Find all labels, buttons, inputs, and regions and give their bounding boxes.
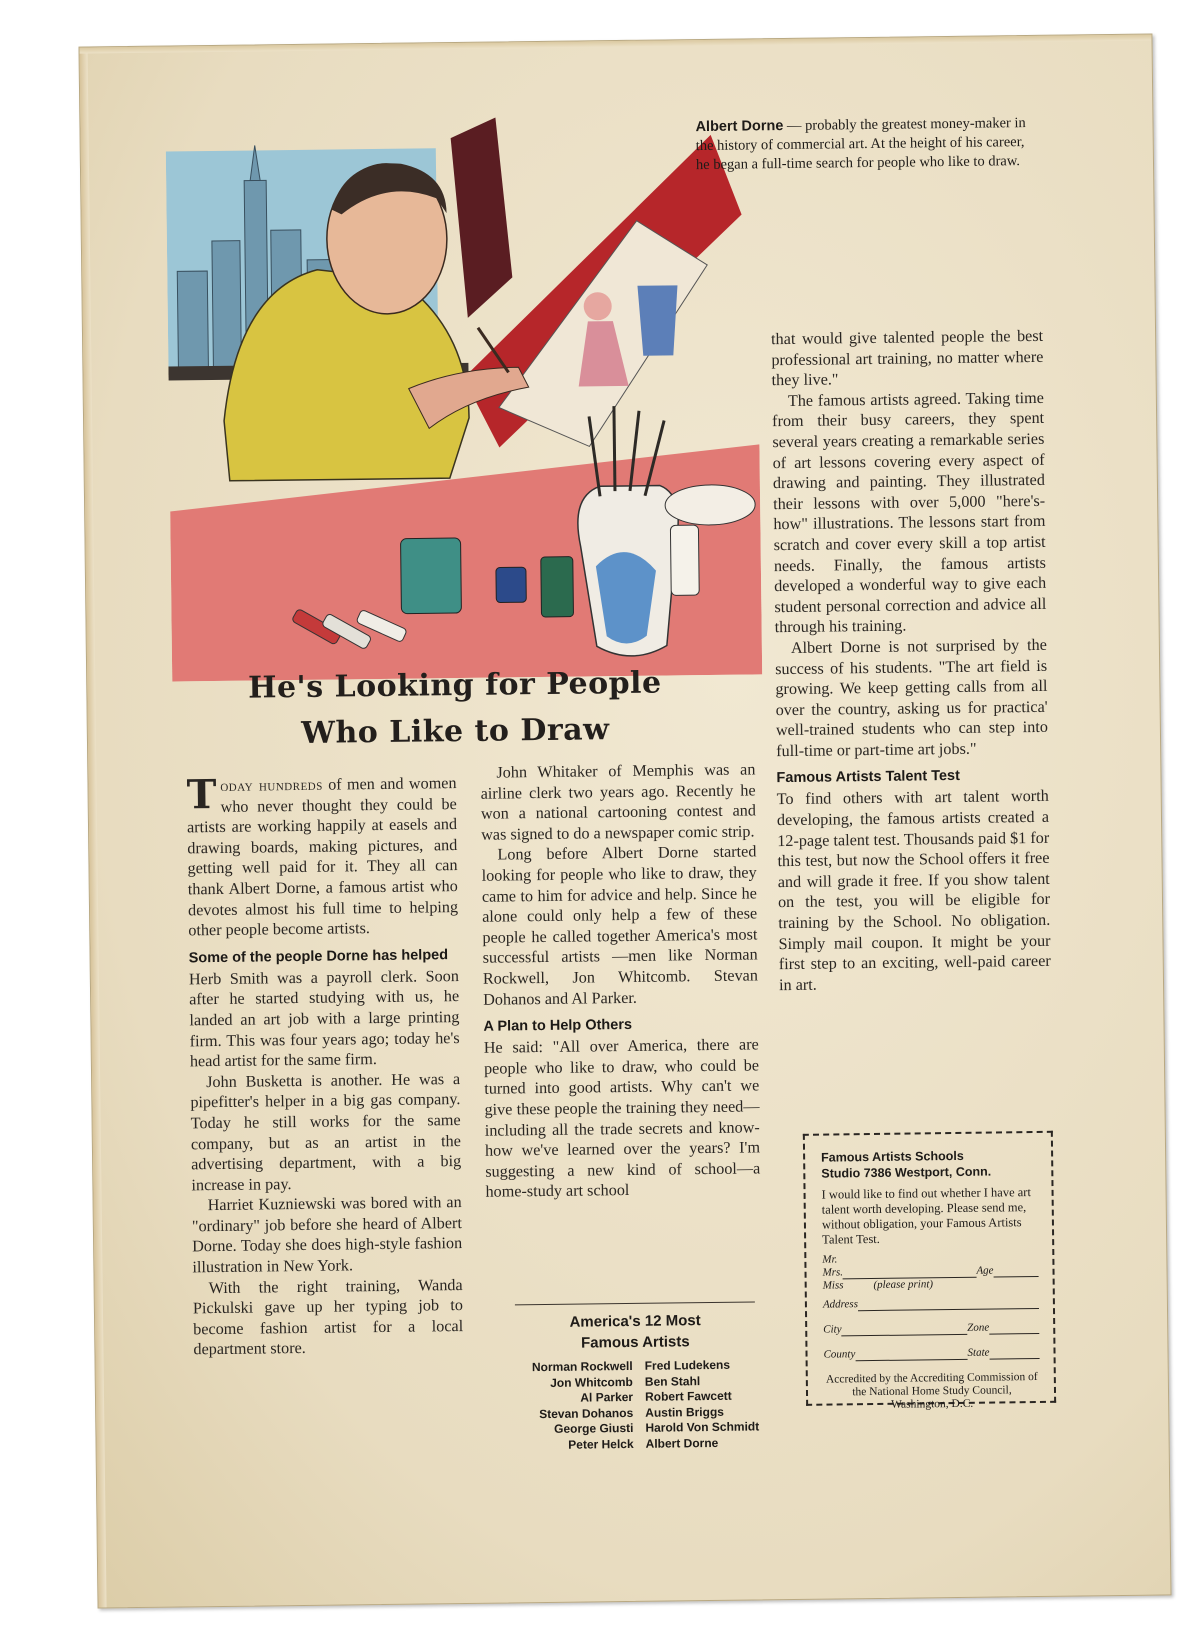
coupon-mrs-row	[822, 1264, 1038, 1280]
famous-artists-title	[490, 1309, 780, 1355]
coupon-name-line[interactable]	[843, 1265, 977, 1280]
small-green-jar	[541, 557, 574, 617]
coupon-zone-label: Zone	[967, 1321, 990, 1334]
paragraph-john-whitaker: John Whitaker of Memphis was an airline clerk two years ago. Recently he won a national cartooning contest and was signed to do a newspaper comic strip.	[480, 760, 756, 844]
paragraph-not-surprised: Albert Dorne is not surprised by the success of his students. "The art field is growing. We keep getting calls from all over the country, asking us for practica' well-trained students who can step into full-time or part-time art jobs."	[775, 635, 1048, 761]
illustration-caption	[695, 114, 1041, 175]
coupon-accreditation: Accredited by the Accrediting Commission of the National Home Study Council, Washington, D.C.	[825, 1371, 1038, 1411]
artist-name: George Giusti	[553, 1420, 634, 1436]
coupon-city-line[interactable]	[841, 1322, 967, 1337]
paragraph-long-before: Long before Albert Dorne started looking for people who like to draw, they came to him for advice and help. Since he alone could only help a few of these people he called together America's most successful artists —men like Norman Rockwell, Jon Whitcomb. Stevan Dohanos and Al Parker.	[481, 842, 759, 1009]
paragraph-artists-agreed: The famous artists agreed. Taking time from their busy careers, they spent several years creating a remarkable series of art lessons covering every aspect of drawing and painting. They illustrated their lessons with over 5,000 "here's-how" illustrations. The lessons start from scratch and cover every skill a top artist needs. Finally, the famous artists developed a wonderful way to give each student personal correction and advice all through his training.	[772, 388, 1047, 637]
artist-name: Fred Ludekens	[644, 1357, 731, 1373]
coupon-address-line[interactable]	[858, 1296, 1039, 1311]
coupon-please-print: (please print)	[873, 1278, 934, 1291]
artist-name: Albert Dorne	[645, 1435, 719, 1451]
coupon-county-label: County	[823, 1348, 856, 1361]
article-column-3	[771, 326, 1051, 996]
sketch-figure-overalls	[637, 285, 678, 355]
artist-name: Ben Stahl	[644, 1373, 701, 1389]
paragraph-talent-test: To find others with art talent worth developing, the famous artists created a 12-page talent test. Thousands paid $1 for this test, but now the School offers it free and will grade it free. If you show talent on the test, you will be eligible for training by the School. No obligation. Simply mail coupon. It might be your first step to an exciting, well-paid career in art.	[776, 787, 1051, 994]
intro-paragraph	[186, 770, 459, 941]
drop-cap: T	[186, 770, 217, 819]
artist-name: Harold Von Schmidt	[645, 1419, 760, 1435]
coupon-miss-label: Miss	[822, 1279, 844, 1292]
artist-name: Robert Fawcett	[644, 1388, 732, 1404]
famous-artists-title-line-2: Famous Artists	[580, 1333, 690, 1352]
coupon-address-label: Address	[822, 1298, 859, 1311]
famous-artists-list	[494, 1357, 785, 1454]
paragraph-would-give: that would give talented people the best professional art training, no matter where they live."	[771, 326, 1044, 390]
article-column-1	[186, 770, 464, 1360]
artist-at-easel-illustration	[165, 114, 762, 681]
artist-name: Al Parker	[580, 1389, 634, 1405]
coupon-city-label: City	[823, 1323, 842, 1336]
white-bowl	[665, 484, 755, 525]
coupon-studio-address: Studio 7386 Westport, Conn.	[821, 1164, 992, 1181]
coupon-state-line[interactable]	[989, 1346, 1039, 1360]
divider-rule	[515, 1301, 755, 1305]
coupon-mrs-label: Mrs.	[822, 1266, 844, 1279]
page-edge-top	[80, 35, 1152, 54]
intro-lead-caps: oday hundreds	[220, 775, 323, 795]
paragraph-john-busketta: John Busketta is another. He was a pipefitter's helper in a big gas company. Today he still works for the same company, but as an artist in the advertising department, with a big increase in pay.	[190, 1069, 462, 1195]
intro-text: of men and women who never thought they could be artists are working happily at easels and drawing boards, making pictures, and getting well paid for it. They all can thank Albert Dorne, a famous artist who devotes almost his full time to helping other people become artists.	[186, 774, 459, 940]
section-heading-people-helped: Some of the people Dorne has helped	[188, 946, 449, 967]
artist-name: Norman Rockwell	[531, 1358, 633, 1375]
headline-line-2: Who Like to Draw	[301, 712, 610, 751]
artist-name: Jon Whitcomb	[550, 1374, 633, 1390]
artist-name: Austin Briggs	[645, 1404, 724, 1420]
famous-artists-title-line-1: America's 12 Most	[569, 1312, 701, 1331]
coupon-mr-label: Mr.	[822, 1253, 838, 1266]
coupon-state-label: State	[967, 1346, 990, 1359]
coupon-city-zone-field[interactable]	[823, 1321, 1039, 1337]
caption-name: Albert Dorne	[695, 118, 784, 136]
paragraph-wanda-pickulski: With the right training, Wanda Pickulski gave up her typing job to become fashion artist for a local department store.	[192, 1275, 464, 1359]
white-bottle	[670, 525, 699, 595]
artist-row	[495, 1435, 785, 1454]
artist-name: Peter Helck	[568, 1436, 634, 1452]
coupon-age-label: Age	[976, 1264, 994, 1277]
article-column-2	[480, 759, 760, 1202]
paragraph-herb-smith: Herb Smith was a payroll clerk. Soon after he started studying with us, he landed an art job with a large printing firm. This was four years ago; today he's head artist for the same firm.	[188, 966, 460, 1071]
artist-name: Stevan Dohanos	[539, 1405, 634, 1421]
coupon-name-field[interactable]	[822, 1251, 1038, 1293]
blue-ink-bottle	[496, 567, 526, 602]
section-heading-plan: A Plan to Help Others	[483, 1017, 633, 1035]
coupon-age-line[interactable]	[993, 1264, 1038, 1278]
coupon-county-state-field[interactable]	[823, 1346, 1039, 1362]
paragraph-harriet-kuzniewski: Harriet Kuzniewski was bored with an "ordinary" job before she heard of Albert Dorne. Today she does high-style fashion illustration in New York.	[191, 1193, 463, 1277]
coupon-address-field[interactable]	[823, 1296, 1039, 1312]
paragraph-he-said: He said: "All over America, there are people who like to draw, who could be turned into good artists. Why can't we give these people the training they need—including all the trade secrets and know-how we've learned over the years? I'm suggesting a new kind of school—a home-study art school	[483, 1035, 761, 1202]
coupon-county-line[interactable]	[855, 1347, 967, 1361]
headline	[212, 660, 698, 758]
coupon-request-text: I would like to find out whether I have art talent worth developing. Please send me, without obligation, your Famous Artists Talent Test.	[821, 1185, 1031, 1247]
comic-back-cover-page	[78, 33, 1171, 1608]
coupon-zone-line[interactable]	[989, 1321, 1039, 1335]
caption-text: — probably the greatest money-maker in the history of commercial art. At the height of his career, he began a full-time search for people who like to draw.	[695, 115, 1026, 174]
section-heading-talent-test: Famous Artists Talent Test	[776, 768, 961, 787]
page-edge-left	[80, 48, 107, 1608]
green-paint-jar	[401, 538, 462, 614]
coupon-school-name: Famous Artists Schools	[821, 1148, 964, 1165]
mail-in-coupon[interactable]	[803, 1131, 1056, 1411]
coupon-miss-row	[823, 1277, 1039, 1293]
curtain	[450, 117, 512, 318]
headline-line-1: He's Looking for People	[247, 665, 662, 706]
